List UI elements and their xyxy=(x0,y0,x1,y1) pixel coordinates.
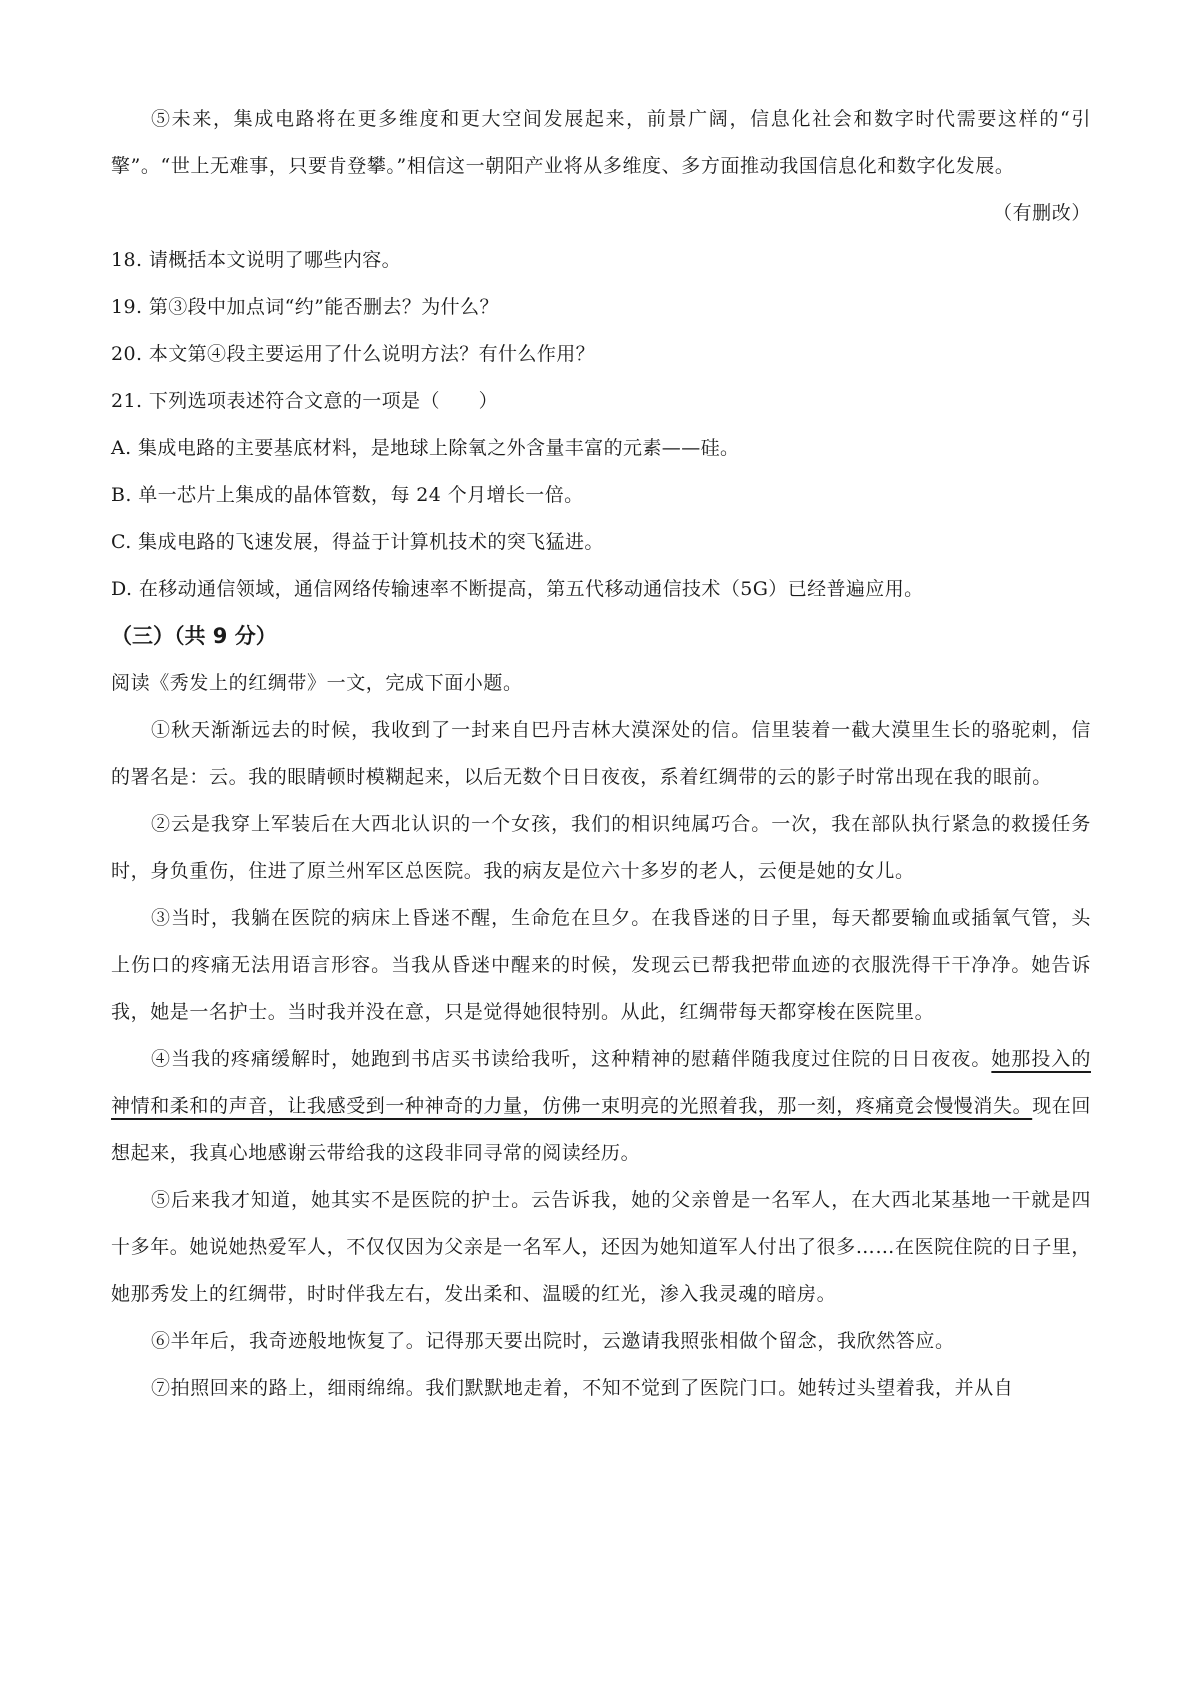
story-paragraph-6: ⑥半年后，我奇迹般地恢复了。记得那天要出院时，云邀请我照张相做个留念，我欣然答应。 xyxy=(151,1330,955,1352)
reading-instruction: 阅读《秀发上的红绸带》一文，完成下面小题。 xyxy=(111,672,523,694)
paragraph-4-text: ④当我的疼痛缓解时，她跑到书店买书读给我听，这种精神的慰藉伴随我度过住院的日日夜夜。 xyxy=(151,1048,992,1070)
page-content xyxy=(111,96,1091,1412)
section-title: （三）（共 9 分） xyxy=(111,624,277,648)
option-c: C. 集成电路的飞速发展，得益于计算机技术的突飞猛进。 xyxy=(111,531,604,553)
question-19: 19. 第③段中加点词“约”能否删去？为什么？ xyxy=(111,296,499,318)
story-paragraph-4 xyxy=(111,1036,1091,1177)
option-a: A. 集成电路的主要基底材料，是地球上除氧之外含量丰富的元素——硅。 xyxy=(111,437,740,459)
passage-paragraph-5: ⑤未来，集成电路将在更多维度和更大空间发展起来，前景广阔，信息化社会和数字时代需要这样的“引擎”。“世上无难事，只要肯登攀。”相信这一朝阳产业将从多维度、多方面推动我国信息化和数字化发展。 xyxy=(111,108,1091,177)
story-paragraph-1: ①秋天渐渐远去的时候，我收到了一封来自巴丹吉林大漠深处的信。信里装着一截大漠里生长的骆驼刺，信的署名是：云。我的眼睛顿时模糊起来，以后无数个日日夜夜，系着红绸带的云的影子时常出现在我的眼前。 xyxy=(111,719,1091,788)
option-b: B. 单一芯片上集成的晶体管数，每 24 个月增长一倍。 xyxy=(111,484,584,506)
option-d: D. 在移动通信领域，通信网络传输速率不断提高，第五代移动通信技术（5G）已经普遍应用。 xyxy=(111,578,924,600)
paragraph-4-text-end: 现在回想起来，我真心地感谢云带给我的这段非同寻常的阅读经历。 xyxy=(111,1095,1092,1164)
question-18: 18. 请概括本文说明了哪些内容。 xyxy=(111,249,402,271)
question-20: 20. 本文第④段主要运用了什么说明方法？有什么作用？ xyxy=(111,343,596,365)
underlined-sentence: 她那投入的神情和柔和的声音，让我感受到一种神奇的力量，仿佛一束明亮的光照着我，那一刻，疼痛竟会慢慢消失。 xyxy=(111,1048,1091,1117)
story-paragraph-2: ②云是我穿上军装后在大西北认识的一个女孩，我们的相识纯属巧合。一次，我在部队执行紧急的救援任务时，身负重伤，住进了原兰州军区总医院。我的病友是位六十多岁的老人，云便是她的女儿。 xyxy=(111,813,1091,882)
story-paragraph-7: ⑦拍照回来的路上，细雨绵绵。我们默默地走着，不知不觉到了医院门口。她转过头望着我，并从自 xyxy=(151,1377,1014,1399)
story-paragraph-3: ③当时，我躺在医院的病床上昏迷不醒，生命危在旦夕。在我昏迷的日子里，每天都要输血或插氧气管，头上伤口的疼痛无法用语言形容。当我从昏迷中醒来的时候，发现云已帮我把带血迹的衣服洗得干干净净。她告诉我，她是一名护士。当时我并没在意，只是觉得她很特别。从此，红绸带每天都穿梭在医院里。 xyxy=(111,907,1091,1023)
source-note: （有删改） xyxy=(992,202,1091,224)
story-paragraph-5: ⑤后来我才知道，她其实不是医院的护士。云告诉我，她的父亲曾是一名军人，在大西北某基地一干就是四十多年。她说她热爱军人，不仅仅因为父亲是一名军人，还因为她知道军人付出了很多……在医院住院的日子里，她那秀发上的红绸带，时时伴我左右，发出柔和、温暖的红光，渗入我灵魂的暗房。 xyxy=(111,1189,1092,1305)
question-21: 21. 下列选项表述符合文意的一项是（ ） xyxy=(111,390,499,412)
